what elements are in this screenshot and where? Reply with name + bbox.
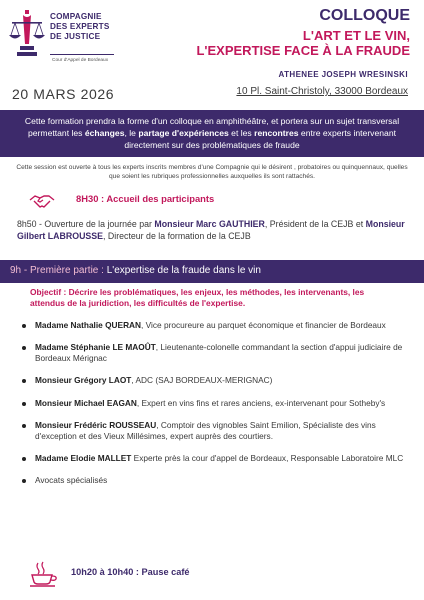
- list-item: [20, 398, 414, 409]
- opening-text-part: , Président de la CEJB et: [264, 219, 366, 229]
- logo-line-1: COMPAGNIE: [50, 12, 102, 21]
- speaker-list: [20, 320, 414, 486]
- speaker-name: Monsieur Grégory LAOT: [35, 375, 132, 385]
- list-item: [20, 453, 414, 464]
- speaker-name: Madame Nathalie QUERAN: [35, 320, 142, 330]
- part-one-time: 9h - Première partie :: [10, 265, 107, 276]
- part-one-title: L'expertise de la fraude dans le vin: [106, 265, 261, 276]
- subtitle-line-1: L'ART ET LE VIN,: [302, 28, 410, 43]
- speaker-name: Monsieur Frédéric ROUSSEAU: [35, 420, 157, 430]
- logo-subtitle: Cour d'Appel de Bordeaux: [52, 58, 109, 63]
- part-one-band: [0, 260, 424, 283]
- speaker-name-gauthier: Monsieur Marc GAUTHIER: [154, 219, 265, 229]
- speaker-role: , Comptoir des vignobles Saint Emilion, Spécialiste des vins d'exception et des Vieux Millésimes, expert auprès des courtiers.: [35, 420, 376, 441]
- intro-band: [0, 110, 424, 157]
- list-item: [20, 320, 414, 331]
- venue-name: ATHENEE JOSEPH WRESINSKI: [278, 70, 408, 79]
- intro-text: et les: [228, 128, 255, 138]
- speaker-role: , Lieutenante-colonelle commandant la section d'appui judiciaire de Bordeaux Mérignac: [35, 342, 403, 363]
- intro-text: Cette formation prendra la forme d'un colloque en amphithéâtre, et portera sur un sujet transversal permettant les: [24, 116, 400, 138]
- logo-line-2: DES EXPERTS: [50, 22, 110, 31]
- speaker-role: , Vice procureure au parquet économique et financier de Bordeaux: [141, 320, 386, 330]
- intro-highlight-exchanges: échanges: [84, 128, 125, 138]
- coffee-cup-icon: [28, 561, 58, 587]
- handshake-icon: [29, 192, 55, 210]
- reception-heading: 8H30 : Accueil des participants: [76, 193, 215, 204]
- list-item: [20, 420, 414, 442]
- logo-text: [50, 12, 110, 42]
- intro-highlight-sharing: partage d'expériences: [138, 128, 229, 138]
- speaker-name: Monsieur Michael EAGAN: [35, 398, 137, 408]
- speaker-role: , ADC (SAJ BORDEAUX-MERIGNAC): [131, 375, 273, 385]
- intro-highlight-meetings: rencontres: [254, 128, 299, 138]
- coffee-break-label: 10h20 à 10h40 : Pause café: [71, 567, 190, 577]
- eligibility-note: Cette session est ouverte à tous les experts inscrits membres d'une Compagnie qui le désirent , probatoires ou quinquennaux, quelles que soient les rubriques professionnelles auxquelles ils sont rattachés.: [16, 164, 408, 180]
- venue-address-link[interactable]: 10 Pl. Saint-Christoly, 33000 Bordeaux: [236, 86, 408, 97]
- speaker-role: Experte près la cour d'appel de Bordeaux, Responsable Laboratoire MLC: [131, 453, 404, 463]
- page-subtitle: [196, 28, 410, 58]
- logo-divider: [50, 54, 114, 55]
- speaker-name: Madame Stéphanie LE MAOÛT: [35, 342, 156, 352]
- list-item: [20, 475, 414, 486]
- logo-line-3: DE JUSTICE: [50, 32, 101, 41]
- event-date: 20 MARS 2026: [12, 86, 115, 102]
- opening-text: [17, 218, 413, 242]
- scales-of-justice-icon: [8, 8, 46, 60]
- intro-text: entre experts intervenant directement sur des problématiques de fraude: [124, 128, 396, 150]
- opening-text-part: , Directeur de la formation de la CEJB: [103, 231, 251, 241]
- intro-text: , le: [124, 128, 139, 138]
- logo: [8, 8, 148, 78]
- subtitle-line-2: L'EXPERTISE FACE À LA FRAUDE: [196, 43, 410, 58]
- page-title: COLLOQUE: [319, 7, 410, 24]
- speaker-role: Avocats spécialisés: [35, 475, 108, 485]
- list-item: [20, 342, 414, 364]
- speaker-name: Madame Elodie MALLET: [35, 453, 132, 463]
- part-one-objective: Objectif : Décrire les problématiques, les enjeux, les méthodes, les intervenants, les attendus de la juridiction, les difficultés de l'expertise.: [30, 287, 365, 308]
- opening-text-part: 8h50 - Ouverture de la journée par: [17, 219, 155, 229]
- list-item: [20, 375, 414, 386]
- speaker-role: , Expert en vins fins et rares anciens, ex-intervenant pour Sotheby's: [136, 398, 386, 408]
- speaker-name-labrousse: Monsieur Gilbert LABROUSSE: [17, 219, 405, 241]
